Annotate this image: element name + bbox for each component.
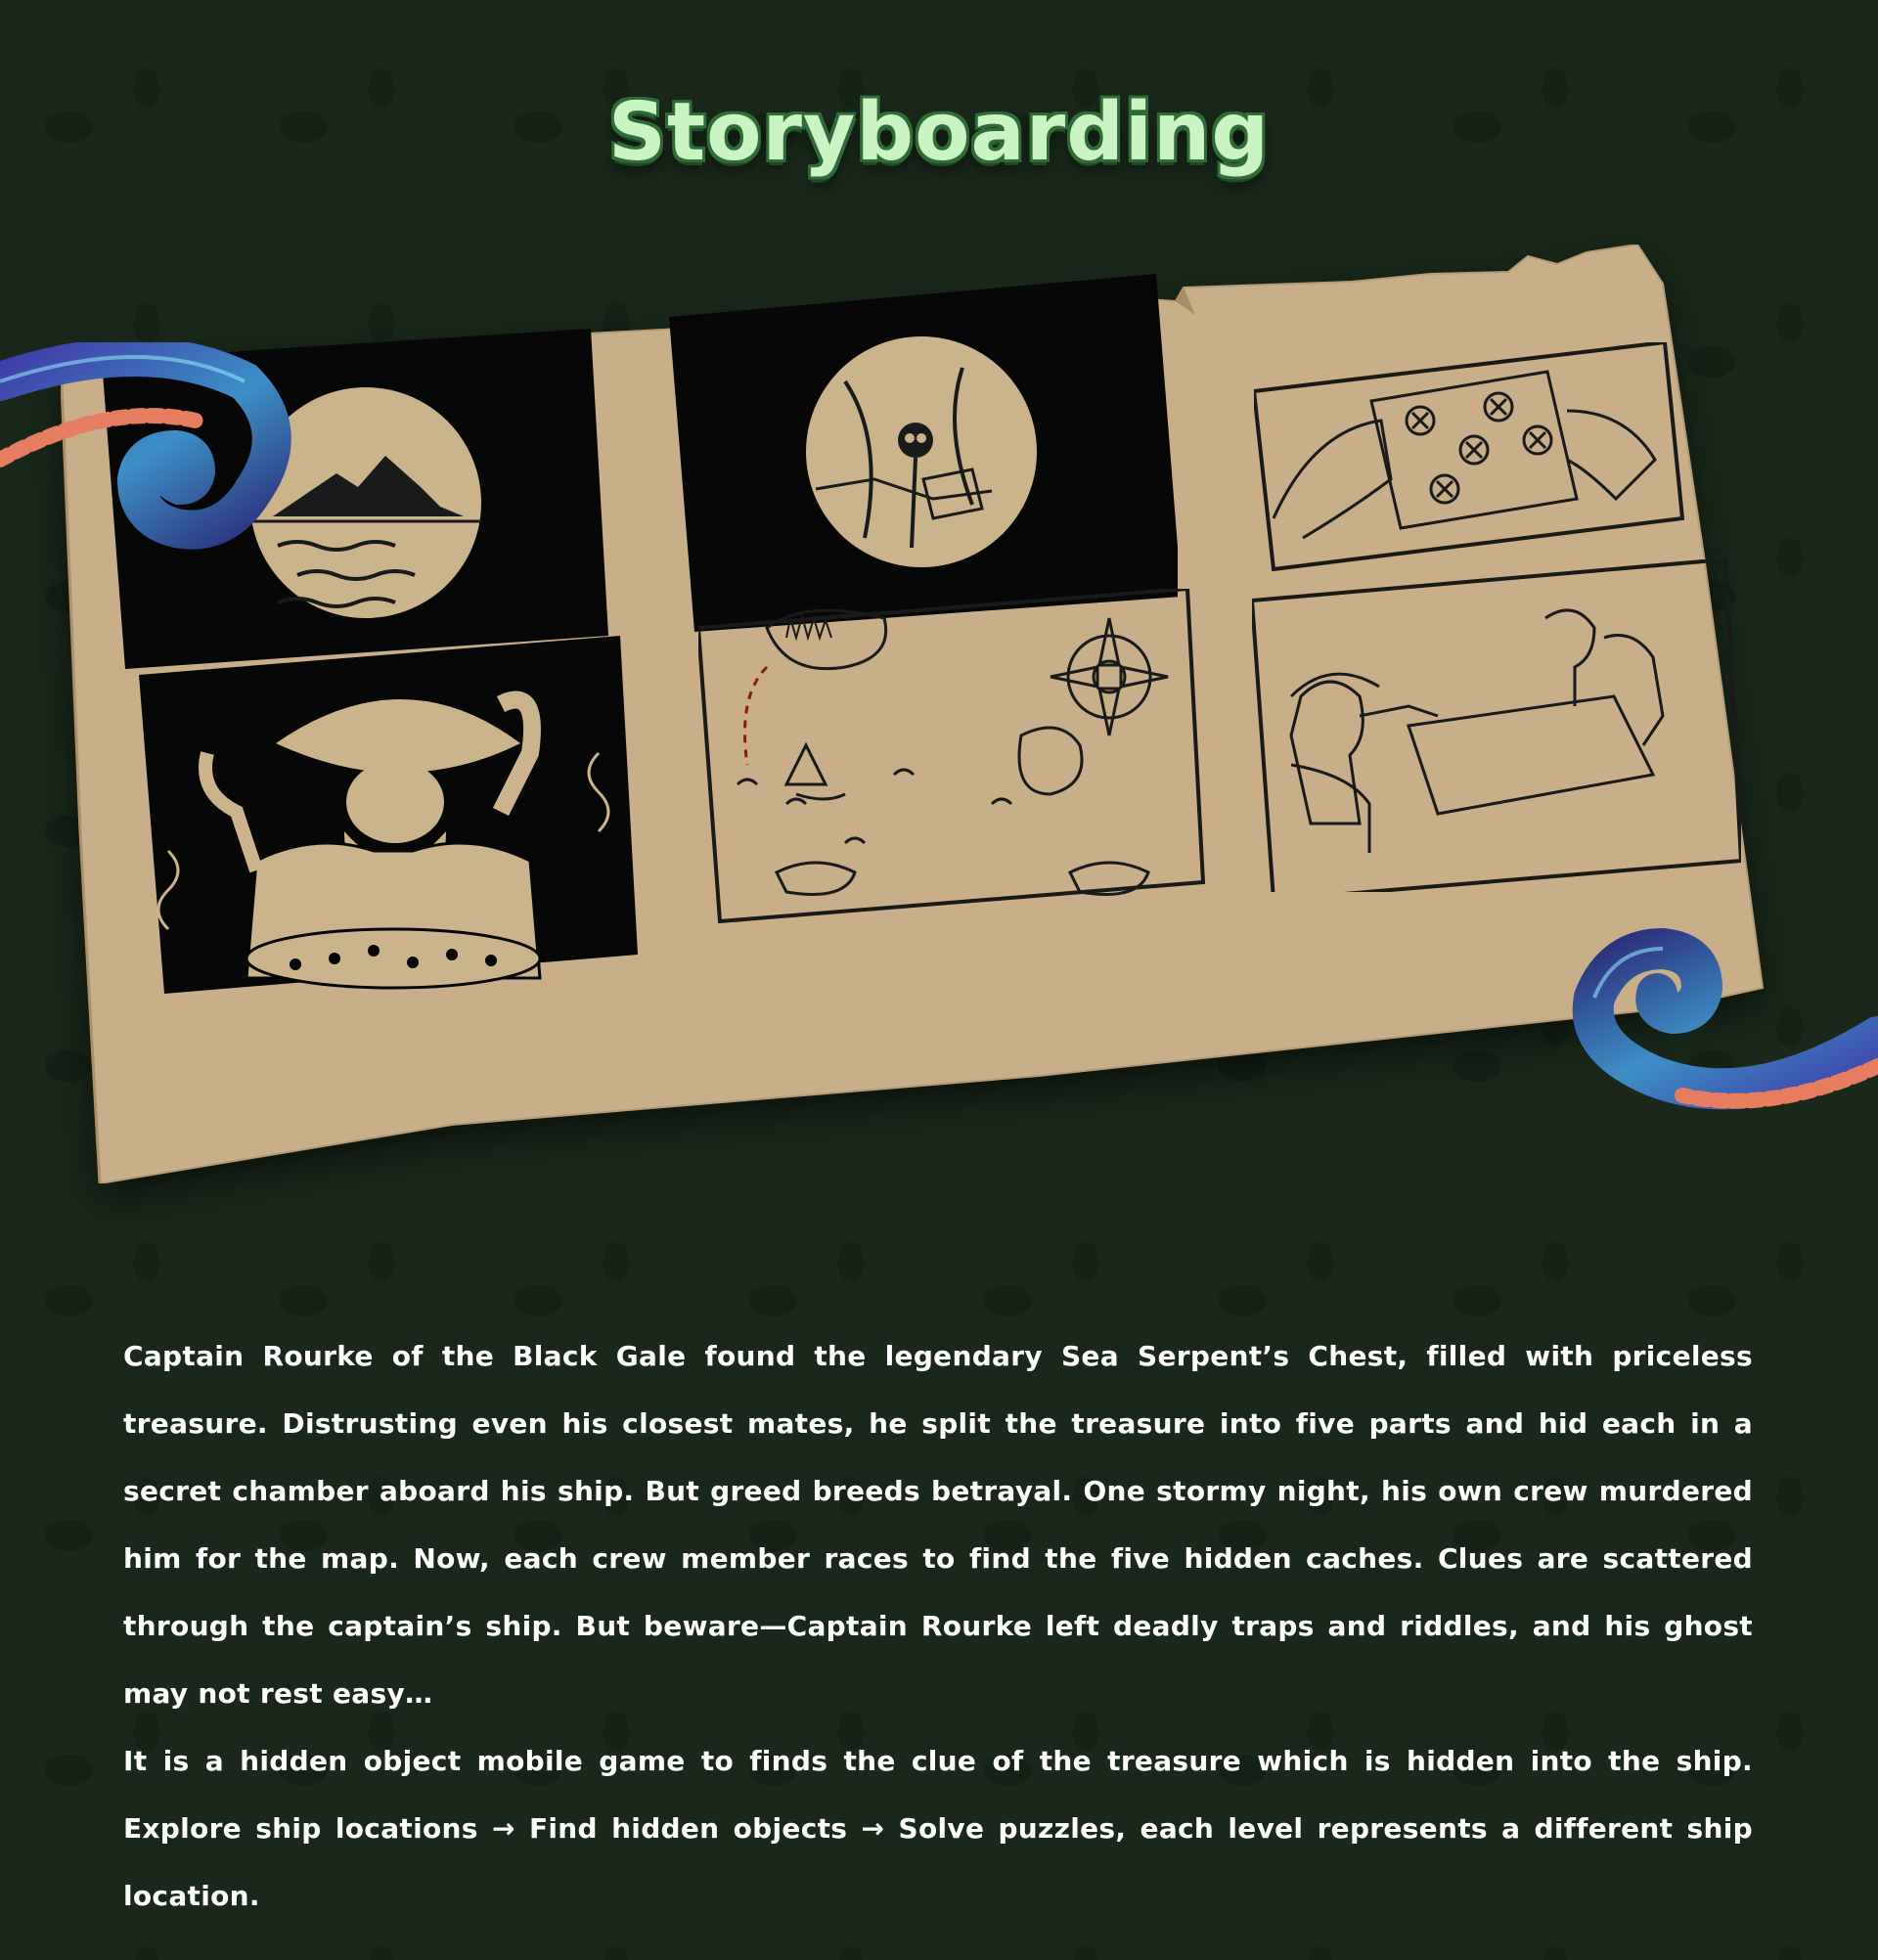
tentacle-right-decoration [1555, 919, 1878, 1154]
storyboard-panel-sea-map [698, 589, 1207, 941]
storyboard-panel-map-hands [1254, 342, 1684, 587]
storyboard-panel-crew-table [1252, 559, 1741, 892]
story-paragraph-backstory: Captain Rourke of the Black Gale found the legendary Sea Serpent’s Chest, filled with priceless treasure. Distrusting even his closest mates, he split the treasure into five parts and hid each in a secret chamber aboard his ship. But greed breeds betrayal. One stormy night, his own crew murdered him for the map. Now, each crew member races to find the five hidden caches. Clues are scattered through the captain’s ship. But beware—Captain Rourke left deadly traps and riddles, and his ghost may not rest easy… [123, 1340, 1753, 1710]
storyboard-panel-skeleton [669, 274, 1178, 636]
story-description [123, 1322, 1753, 1930]
page-title: Storyboarding [607, 86, 1271, 179]
tentacle-left-decoration [0, 342, 293, 557]
storyboard-panel-captain [139, 636, 648, 1007]
story-paragraph-gameplay: It is a hidden object mobile game to finds the clue of the treasure which is hidden into the ship. Explore ship locations → Find hidden objects → Solve puzzles, each level represents a different ship location. [123, 1745, 1753, 1912]
